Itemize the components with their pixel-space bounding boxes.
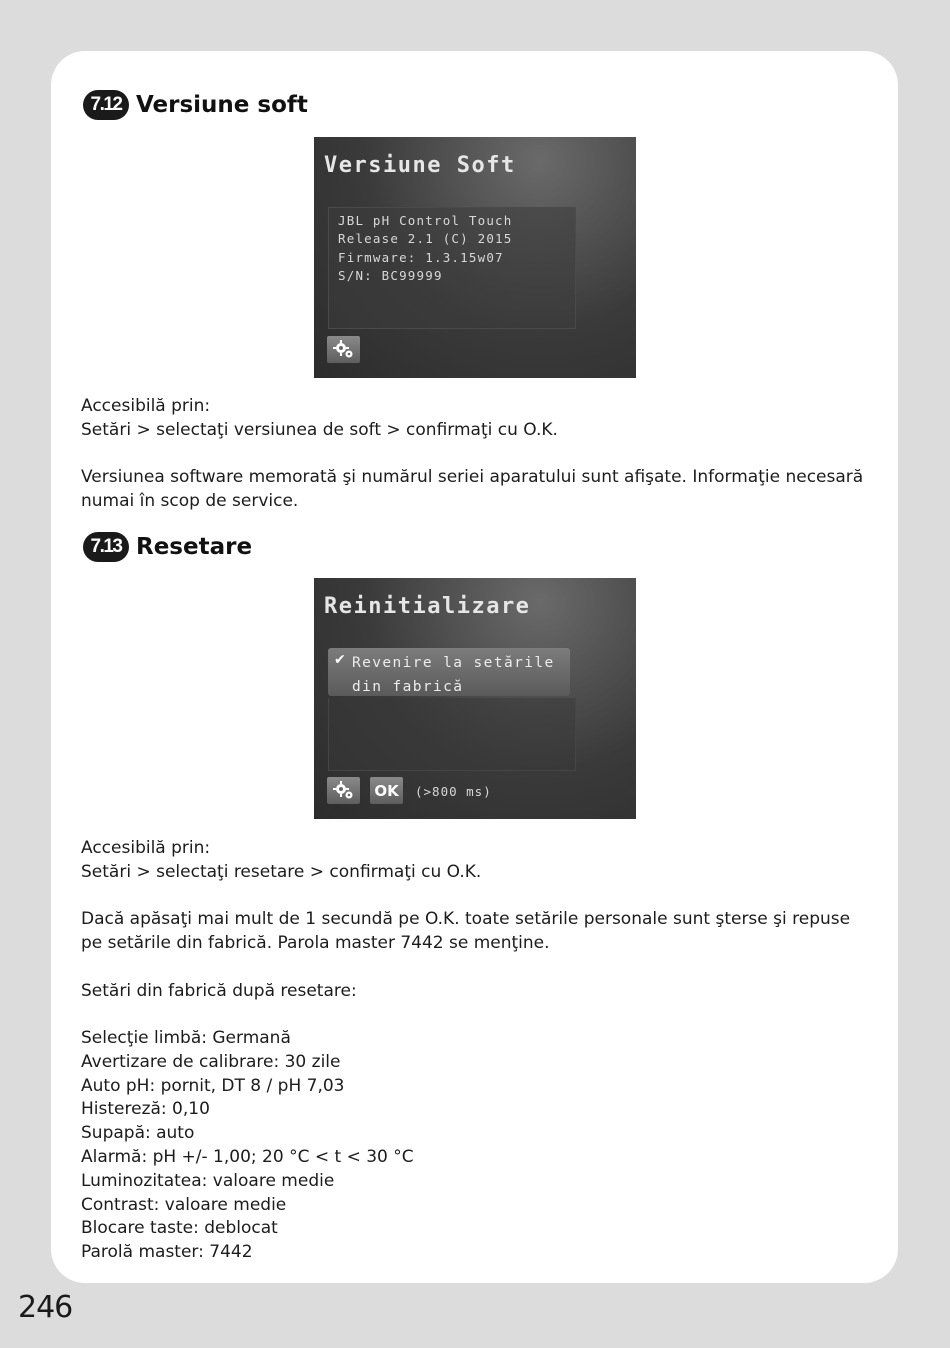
section-number-badge: 7.12 — [83, 90, 129, 120]
section-title: Versiune soft — [136, 92, 308, 118]
access-path: Setări > selectaţi versiunea de soft > confirmaţi cu O.K. — [81, 419, 558, 440]
access-info-7-12 — [81, 395, 871, 443]
list-item: Luminozitatea: valoare medie — [81, 1170, 335, 1191]
access-info-7-13 — [81, 837, 871, 885]
info-line-serial: S/N: BC99999 — [338, 268, 443, 283]
section-heading-7-13 — [83, 532, 252, 562]
access-label: Accesibilă prin: — [81, 396, 211, 416]
factory-reset-option[interactable] — [328, 648, 570, 696]
info-line-firmware: Firmware: 1.3.15w07 — [338, 250, 504, 265]
section-number-badge: 7.13 — [83, 532, 129, 562]
info-line-product: JBL pH Control Touch — [338, 213, 513, 228]
device-screen-version — [314, 137, 636, 378]
device-screen-reset — [314, 578, 636, 819]
page-number: 246 — [18, 1290, 73, 1325]
list-item: Alarmă: pH +/- 1,00; 20 °C < t < 30 °C — [81, 1146, 414, 1167]
list-item: Contrast: valoare medie — [81, 1194, 287, 1215]
settings-button[interactable] — [327, 777, 360, 804]
list-item: Blocare taste: deblocat — [81, 1218, 278, 1239]
factory-defaults-list — [81, 1027, 871, 1265]
ok-button[interactable]: OK — [370, 777, 403, 804]
checkmark-icon: ✔ — [334, 652, 346, 668]
gears-icon — [333, 781, 355, 800]
empty-list-area — [328, 698, 576, 771]
section-heading-7-12 — [83, 90, 308, 120]
description-7-13: Dacă apăsaţi mai mult de 1 secundă pe O.K. toate setările personale sunt şterse şi repuse pe setările din fabrică. Parola master 7442 se menţine. — [81, 909, 851, 953]
info-line-release: Release 2.1 (C) 2015 — [338, 231, 513, 246]
access-label: Accesibilă prin: — [81, 838, 211, 858]
ok-hold-hint: (>800 ms) — [415, 784, 492, 799]
list-item: Selecţie limbă: Germană — [81, 1028, 291, 1048]
list-item: Supapă: auto — [81, 1123, 195, 1144]
gears-icon — [333, 340, 355, 359]
screen-title: Versiune Soft — [324, 153, 516, 178]
list-item: Avertizare de calibrare: 30 zile — [81, 1051, 341, 1072]
option-label-line-1: Revenire la setările — [352, 655, 555, 671]
access-path: Setări > selectaţi resetare > confirmaţi cu O.K. — [81, 861, 482, 882]
settings-button[interactable] — [327, 336, 360, 363]
list-item: Histereză: 0,10 — [81, 1099, 210, 1120]
description-7-12: Versiunea software memorată şi numărul seriei aparatului sunt afişate. Informaţie necesară numai în scop de service. — [81, 467, 864, 511]
option-label-line-2: din fabrică — [352, 679, 464, 695]
screen-title: Reinitializare — [324, 594, 531, 619]
defaults-heading: Setări din fabrică după resetare: — [81, 981, 357, 1001]
option-label — [352, 651, 567, 699]
list-item: Auto pH: pornit, DT 8 / pH 7,03 — [81, 1075, 345, 1096]
list-item: Parolă master: 7442 — [81, 1242, 253, 1263]
section-title: Resetare — [136, 534, 253, 560]
